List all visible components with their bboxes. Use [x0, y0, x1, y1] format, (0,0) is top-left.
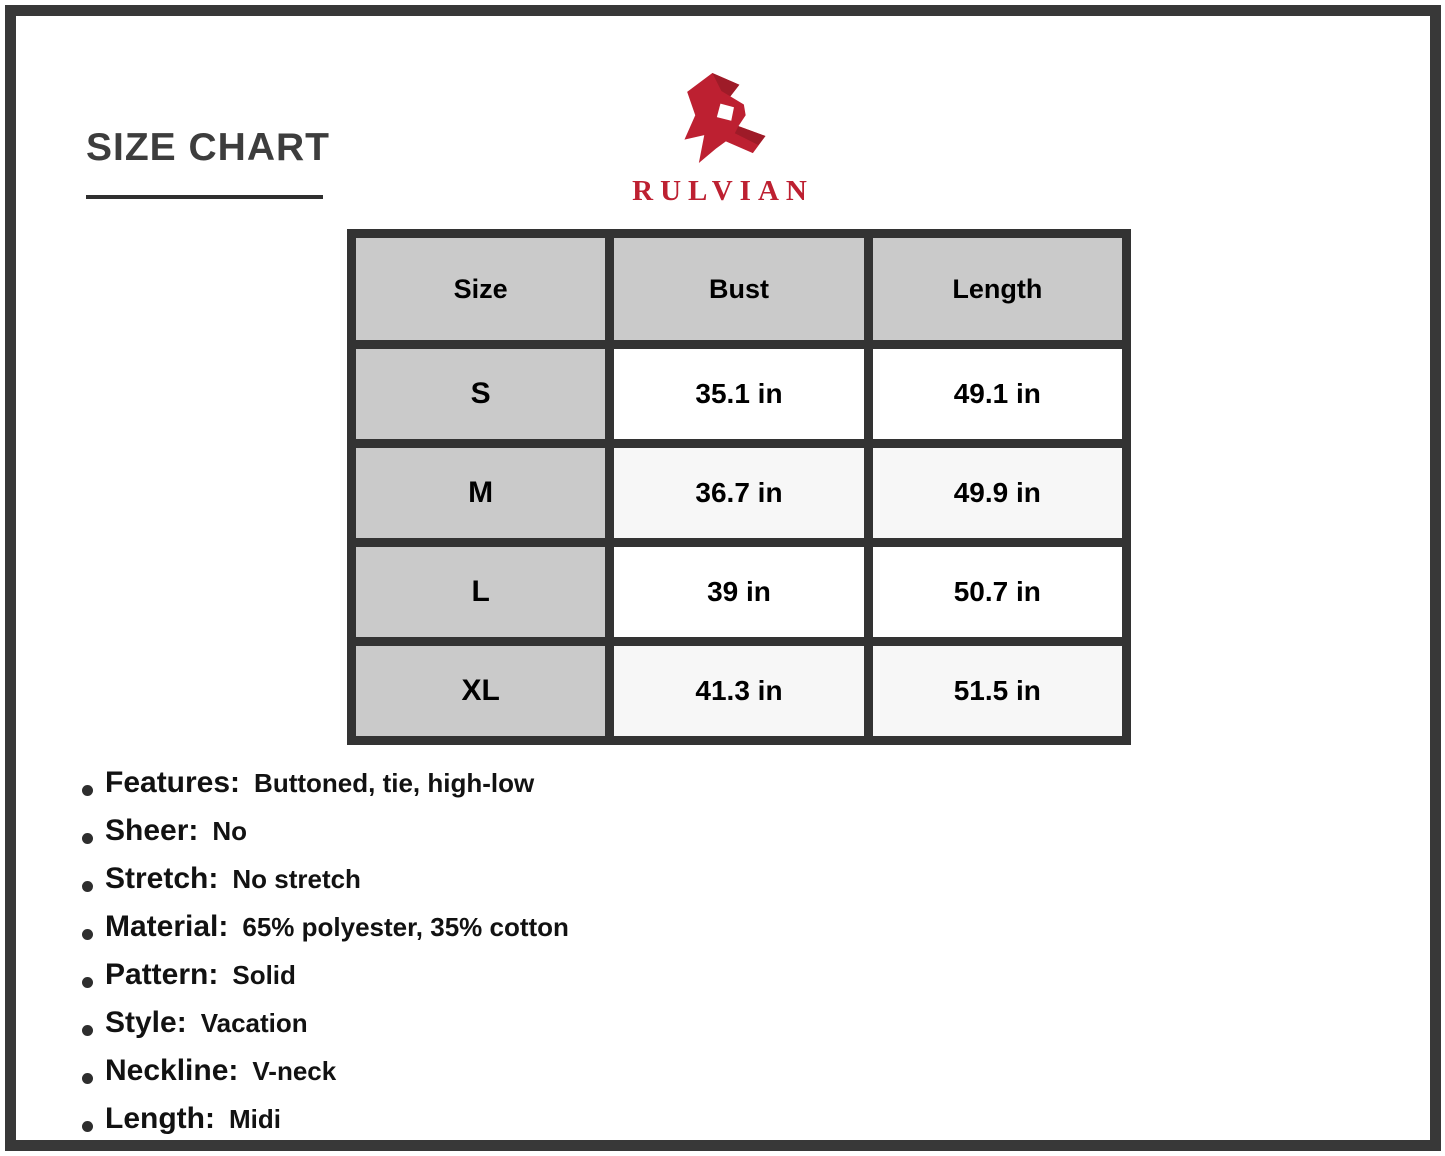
bullet-dot-icon [82, 929, 93, 940]
bullet-dot-icon [82, 1121, 93, 1132]
title-block [86, 126, 330, 199]
page-title: SIZE CHART [86, 126, 330, 169]
size-cell: M [356, 448, 605, 538]
page-frame [5, 5, 1441, 1151]
spec-item [82, 958, 569, 1006]
spec-item [82, 1006, 569, 1054]
value-cell: 50.7 in [873, 547, 1122, 637]
spec-value: 65% polyester, 35% cotton [242, 912, 569, 942]
spec-item [82, 862, 569, 910]
spec-item [82, 766, 569, 814]
brand-name: RULVIAN [632, 175, 814, 207]
value-cell: 41.3 in [614, 646, 863, 736]
spec-value: Solid [232, 960, 296, 990]
column-header-length: Length [873, 238, 1122, 340]
table-row [356, 349, 1122, 439]
spec-label: Pattern: [105, 958, 219, 991]
column-header-bust: Bust [614, 238, 863, 340]
spec-value: Vacation [200, 1008, 308, 1038]
spec-value: V-neck [252, 1056, 337, 1086]
title-underline [86, 195, 323, 199]
bullet-dot-icon [82, 1073, 93, 1084]
bullet-dot-icon [82, 833, 93, 844]
table-row [356, 448, 1122, 538]
bullet-dot-icon [82, 881, 93, 892]
spec-item [82, 1054, 569, 1102]
spec-label: Material: [105, 910, 229, 943]
size-cell: XL [356, 646, 605, 736]
spec-value: Buttoned, tie, high-low [254, 768, 535, 798]
spec-value: No stretch [232, 864, 361, 894]
size-table-body [356, 349, 1122, 736]
size-table-header-row [356, 238, 1122, 340]
table-row [356, 646, 1122, 736]
value-cell: 49.1 in [873, 349, 1122, 439]
spec-label: Neckline: [105, 1054, 239, 1087]
bullet-dot-icon [82, 1025, 93, 1036]
column-header-size: Size [356, 238, 605, 340]
spec-label: Features: [105, 766, 241, 799]
spec-item [82, 1102, 569, 1150]
size-cell: S [356, 349, 605, 439]
size-chart-table [347, 229, 1131, 745]
table-row [356, 547, 1122, 637]
spec-item [82, 910, 569, 958]
spec-item [82, 814, 569, 862]
size-cell: L [356, 547, 605, 637]
spec-label: Sheer: [105, 814, 199, 847]
value-cell: 51.5 in [873, 646, 1122, 736]
specs-list [82, 766, 569, 1150]
value-cell: 36.7 in [614, 448, 863, 538]
spec-value: No [212, 816, 248, 846]
bullet-dot-icon [82, 785, 93, 796]
spec-label: Stretch: [105, 862, 219, 895]
spec-value: Midi [228, 1104, 281, 1134]
value-cell: 49.9 in [873, 448, 1122, 538]
rulvian-r-logo-icon [664, 64, 782, 172]
brand-logo [632, 64, 814, 208]
value-cell: 35.1 in [614, 349, 863, 439]
bullet-dot-icon [82, 977, 93, 988]
spec-label: Length: [105, 1102, 215, 1135]
value-cell: 39 in [614, 547, 863, 637]
spec-label: Style: [105, 1006, 187, 1039]
